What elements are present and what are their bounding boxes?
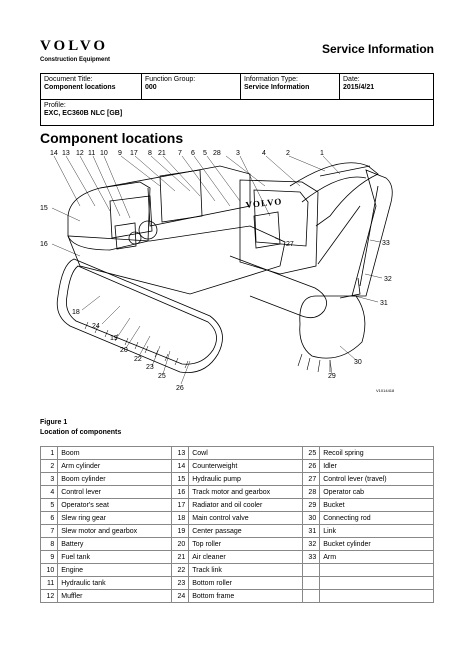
table-row bbox=[41, 590, 434, 603]
legend-component: Fuel tank bbox=[58, 551, 172, 564]
meta-profile: EXC, EC360B NLC [GB] bbox=[44, 110, 123, 117]
legend-number: 26 bbox=[302, 460, 319, 473]
link bbox=[340, 278, 360, 298]
callout-32: 32 bbox=[384, 276, 392, 283]
meta-information-type-cell bbox=[241, 74, 340, 100]
legend-component: Top roller bbox=[189, 538, 303, 551]
legend-component: Connecting rod bbox=[320, 512, 434, 525]
legend-number bbox=[302, 564, 319, 577]
legend-component: Bottom frame bbox=[189, 590, 303, 603]
legend-number: 1 bbox=[41, 447, 58, 460]
meta-label: Profile: bbox=[44, 102, 66, 109]
callout-9: 9 bbox=[118, 150, 122, 157]
legend-number: 20 bbox=[171, 538, 188, 551]
legend-component: Main control valve bbox=[189, 512, 303, 525]
legend-component: Bottom roller bbox=[189, 577, 303, 590]
legend-number: 4 bbox=[41, 486, 58, 499]
machine-decal: VOLVO bbox=[245, 196, 283, 210]
legend-number: 25 bbox=[302, 447, 319, 460]
table-row bbox=[41, 473, 434, 486]
meta-label: Date: bbox=[343, 76, 360, 83]
meta-function-group: 000 bbox=[145, 84, 157, 91]
legend-number: 11 bbox=[41, 577, 58, 590]
callout-3: 3 bbox=[236, 150, 240, 157]
legend-number: 8 bbox=[41, 538, 58, 551]
track-far bbox=[230, 256, 327, 318]
legend-component bbox=[320, 564, 434, 577]
callout-7: 7 bbox=[178, 150, 182, 157]
legend-number: 33 bbox=[302, 551, 319, 564]
legend-component bbox=[320, 577, 434, 590]
component-legend-table bbox=[40, 446, 434, 603]
legend-component: Center passage bbox=[189, 525, 303, 538]
meta-label: Function Group: bbox=[145, 76, 196, 83]
legend-number: 23 bbox=[171, 577, 188, 590]
callout-33: 33 bbox=[382, 240, 390, 247]
legend-number: 3 bbox=[41, 473, 58, 486]
callout-26: 26 bbox=[176, 385, 184, 392]
legend-component: Recoil spring bbox=[320, 447, 434, 460]
figure-caption bbox=[40, 418, 121, 438]
legend-component: Arm bbox=[320, 551, 434, 564]
callout-12: 12 bbox=[76, 150, 84, 157]
table-row bbox=[41, 577, 434, 590]
legend-number: 13 bbox=[171, 447, 188, 460]
document-type-heading: Service Information bbox=[321, 42, 434, 56]
legend-number: 16 bbox=[171, 486, 188, 499]
track-near-inner bbox=[66, 266, 216, 364]
callout-1: 1 bbox=[320, 150, 324, 157]
table-row bbox=[41, 486, 434, 499]
legend-number: 32 bbox=[302, 538, 319, 551]
table-row bbox=[41, 447, 434, 460]
callout-19: 19 bbox=[110, 335, 118, 342]
callout-25: 25 bbox=[158, 373, 166, 380]
legend-number: 24 bbox=[171, 590, 188, 603]
boom-cylinder bbox=[318, 206, 360, 264]
callout-16: 16 bbox=[40, 241, 48, 248]
legend-component: Radiator and oil cooler bbox=[189, 499, 303, 512]
legend-component: Boom cylinder bbox=[58, 473, 172, 486]
legend-component: Track link bbox=[189, 564, 303, 577]
legend-component: Bucket bbox=[320, 499, 434, 512]
legend-number: 31 bbox=[302, 525, 319, 538]
legend-number: 12 bbox=[41, 590, 58, 603]
legend-component: Link bbox=[320, 525, 434, 538]
legend-component: Slew motor and gearbox bbox=[58, 525, 172, 538]
boom bbox=[290, 163, 378, 226]
legend-number: 21 bbox=[171, 551, 188, 564]
callout-30: 30 bbox=[354, 359, 362, 366]
legend-number: 27 bbox=[302, 473, 319, 486]
legend-component: Engine bbox=[58, 564, 172, 577]
legend-component: Slew ring gear bbox=[58, 512, 172, 525]
meta-date: 2015/4/21 bbox=[343, 84, 375, 91]
legend-component: Battery bbox=[58, 538, 172, 551]
legend-number: 15 bbox=[171, 473, 188, 486]
legend-component: Idler bbox=[320, 460, 434, 473]
legend-number: 18 bbox=[171, 512, 188, 525]
meta-function-group-cell bbox=[142, 74, 241, 100]
radiator bbox=[160, 170, 202, 222]
figure-label: Figure 1 bbox=[40, 419, 68, 426]
counterweight bbox=[68, 182, 150, 250]
callout-17: 17 bbox=[130, 150, 138, 157]
legend-component: Hydraulic pump bbox=[189, 473, 303, 486]
callout-31: 31 bbox=[380, 300, 388, 307]
legend-number: 10 bbox=[41, 564, 58, 577]
table-row bbox=[41, 564, 434, 577]
legend-number: 2 bbox=[41, 460, 58, 473]
legend-component bbox=[320, 590, 434, 603]
legend-component: Arm cylinder bbox=[58, 460, 172, 473]
page-title: Component locations bbox=[40, 130, 184, 146]
legend-component: Track motor and gearbox bbox=[189, 486, 303, 499]
legend-component: Muffler bbox=[58, 590, 172, 603]
callout-2: 2 bbox=[286, 150, 290, 157]
meta-information-type: Service Information bbox=[244, 84, 310, 91]
legend-number: 30 bbox=[302, 512, 319, 525]
meta-profile-cell bbox=[41, 100, 434, 126]
leader-lines bbox=[52, 156, 382, 384]
callout-18: 18 bbox=[72, 309, 80, 316]
excavator-diagram bbox=[40, 146, 434, 394]
bucket-cylinder bbox=[360, 186, 378, 286]
legend-number: 9 bbox=[41, 551, 58, 564]
legend-component: Control lever bbox=[58, 486, 172, 499]
legend-component: Hydraulic tank bbox=[58, 577, 172, 590]
meta-date-cell bbox=[340, 74, 434, 100]
table-row bbox=[41, 538, 434, 551]
brand-logo: VOLVO bbox=[40, 38, 109, 54]
meta-document-title: Component locations bbox=[44, 84, 116, 91]
callout-28: 28 bbox=[213, 150, 221, 157]
legend-component: Operator cab bbox=[320, 486, 434, 499]
figure-title: Location of components bbox=[40, 429, 122, 436]
meta-label: Document Title: bbox=[44, 76, 93, 83]
legend-component: Counterweight bbox=[189, 460, 303, 473]
table-row bbox=[41, 512, 434, 525]
table-row bbox=[41, 460, 434, 473]
callout-27: 27 bbox=[286, 241, 294, 248]
callout-10: 10 bbox=[100, 150, 108, 157]
table-row bbox=[41, 551, 434, 564]
bucket bbox=[300, 296, 365, 358]
legend-number: 22 bbox=[171, 564, 188, 577]
callout-5: 5 bbox=[203, 150, 207, 157]
table-row bbox=[41, 525, 434, 538]
callout-20: 20 bbox=[120, 347, 128, 354]
legend-component: Operator's seat bbox=[58, 499, 172, 512]
legend-component: Boom bbox=[58, 447, 172, 460]
legend-component: Control lever (travel) bbox=[320, 473, 434, 486]
callout-4: 4 bbox=[262, 150, 266, 157]
callout-14: 14 bbox=[50, 150, 58, 157]
callout-6: 6 bbox=[191, 150, 195, 157]
callout-23: 23 bbox=[146, 364, 154, 371]
document-meta-table bbox=[40, 73, 434, 126]
table-row bbox=[41, 499, 434, 512]
callout-15: 15 bbox=[40, 205, 48, 212]
legend-number bbox=[302, 577, 319, 590]
legend-number: 7 bbox=[41, 525, 58, 538]
brand-subtitle: Construction Equipment bbox=[40, 57, 110, 63]
callout-22: 22 bbox=[134, 356, 142, 363]
callout-21: 21 bbox=[158, 150, 166, 157]
boom-lower bbox=[302, 177, 366, 202]
legend-number: 14 bbox=[171, 460, 188, 473]
deck bbox=[68, 226, 285, 294]
callout-24: 24 bbox=[92, 323, 100, 330]
legend-number: 5 bbox=[41, 499, 58, 512]
figure-code: V1014418 bbox=[376, 388, 395, 393]
legend-number: 28 bbox=[302, 486, 319, 499]
callout-11: 11 bbox=[88, 150, 96, 157]
callout-8: 8 bbox=[148, 150, 152, 157]
meta-document-title-cell bbox=[41, 74, 142, 100]
legend-component: Bucket cylinder bbox=[320, 538, 434, 551]
engine-hood bbox=[100, 166, 250, 226]
callout-13: 13 bbox=[62, 150, 70, 157]
callout-29: 29 bbox=[328, 373, 336, 380]
legend-number bbox=[302, 590, 319, 603]
meta-label: Information Type: bbox=[244, 76, 298, 83]
legend-component: Cowl bbox=[189, 447, 303, 460]
engine-block bbox=[110, 196, 152, 238]
legend-number: 19 bbox=[171, 525, 188, 538]
legend-component: Air cleaner bbox=[189, 551, 303, 564]
legend-number: 29 bbox=[302, 499, 319, 512]
legend-number: 17 bbox=[171, 499, 188, 512]
legend-number: 6 bbox=[41, 512, 58, 525]
